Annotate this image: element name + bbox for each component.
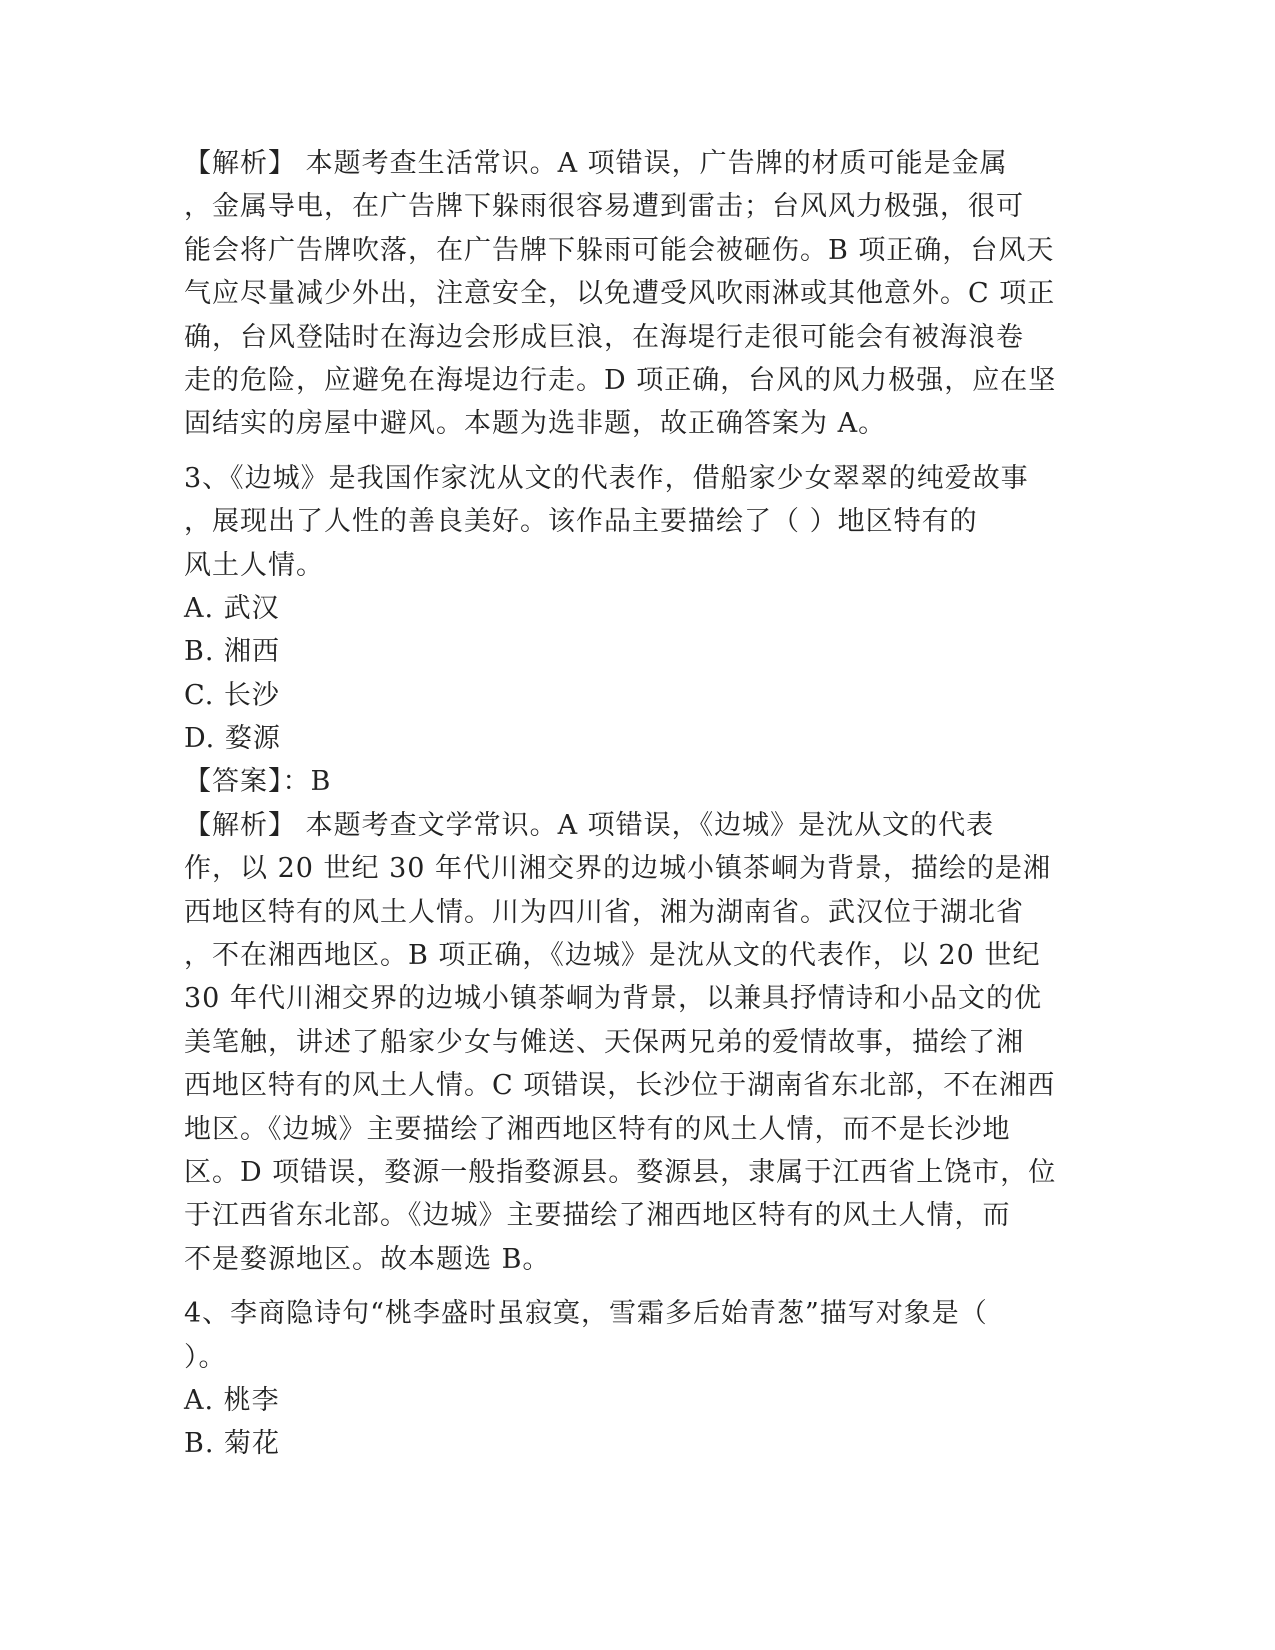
answer-line: 【答案】：B bbox=[184, 766, 332, 798]
text-line: 不是婺源地区。故本题选 B。 bbox=[184, 1243, 551, 1275]
text-line: 30 年代川湘交界的边城小镇茶峒为背景，以兼具抒情诗和小品文的优 bbox=[184, 983, 1042, 1015]
text-line: 区。D 项错误，婺源一般指婺源县。婺源县，隶属于江西省上饶市，位 bbox=[184, 1156, 1057, 1188]
option-b: B. 菊花 bbox=[184, 1428, 281, 1460]
question-stem-line: 3、《边城》是我国作家沈从文的代表作，借船家少女翠翠的纯爱故事 bbox=[184, 462, 1029, 494]
question-4 bbox=[184, 1292, 1046, 1466]
text-line: 于江西省东北部。《边城》主要描绘了湘西地区特有的风土人情，而 bbox=[184, 1200, 1011, 1232]
question-3 bbox=[184, 457, 1057, 1281]
text-line: 西地区特有的风土人情。川为四川省，湘为湖南省。武汉位于湖北省 bbox=[184, 896, 1024, 928]
question-stem-line: 4、李商隐诗句“桃李盛时虽寂寞，雪霜多后始青葱”描写对象是（ bbox=[184, 1298, 988, 1330]
text-line: ，金属导电，在广告牌下躲雨很容易遭到雷击；台风风力极强，很可 bbox=[184, 191, 1024, 223]
question-stem-line: ）。 bbox=[184, 1341, 227, 1373]
text-line: 西地区特有的风土人情。C 项错误，长沙位于湖南省东北部，不在湘西 bbox=[184, 1070, 1056, 1102]
text-line: 能会将广告牌吹落，在广告牌下躲雨可能会被砸伤。B 项正确，台风天 bbox=[184, 234, 1055, 266]
paragraph-gap bbox=[184, 1281, 1046, 1292]
document-page bbox=[184, 142, 1057, 1466]
text-line: ，不在湘西地区。B 项正确，《边城》是沈从文的代表作，以 20 世纪 bbox=[184, 940, 1041, 972]
q2-explanation bbox=[184, 142, 1057, 446]
text-line: 走的危险，应避免在海堤边行走。D 项正确，台风的风力极强，应在坚 bbox=[184, 364, 1057, 396]
text-line: 确，台风登陆时在海边会形成巨浪，在海堤行走很可能会有被海浪卷 bbox=[184, 321, 1024, 353]
text-line: 作，以 20 世纪 30 年代川湘交界的边城小镇茶峒为背景，描绘的是湘 bbox=[184, 853, 1052, 885]
option-b: B. 湘西 bbox=[184, 636, 281, 668]
option-a: A. 桃李 bbox=[184, 1384, 280, 1416]
option-a: A. 武汉 bbox=[184, 592, 280, 624]
question-stem-line: 风土人情。 bbox=[184, 549, 324, 581]
paragraph-gap bbox=[184, 446, 1046, 457]
question-stem-line: ，展现出了人性的善良美好。该作品主要描绘了（ ）地区特有的 bbox=[184, 506, 978, 538]
option-c: C. 长沙 bbox=[184, 679, 280, 711]
text-line: 美笔触，讲述了船家少女与傩送、天保两兄弟的爱情故事，描绘了湘 bbox=[184, 1026, 1024, 1058]
text-line: 地区。《边城》主要描绘了湘西地区特有的风土人情，而不是长沙地 bbox=[184, 1113, 1011, 1145]
text-line: 【解析】 本题考查生活常识。A 项错误，广告牌的材质可能是金属 bbox=[184, 148, 1008, 179]
option-d: D. 婺源 bbox=[184, 723, 281, 755]
text-line: 【解析】 本题考查文学常识。A 项错误，《边城》是沈从文的代表 bbox=[184, 809, 995, 841]
text-line: 气应尽量减少外出，注意安全，以免遭受风吹雨淋或其他意外。C 项正 bbox=[184, 278, 1056, 310]
text-line: 固结实的房屋中避风。本题为选非题，故正确答案为 A。 bbox=[184, 408, 887, 440]
